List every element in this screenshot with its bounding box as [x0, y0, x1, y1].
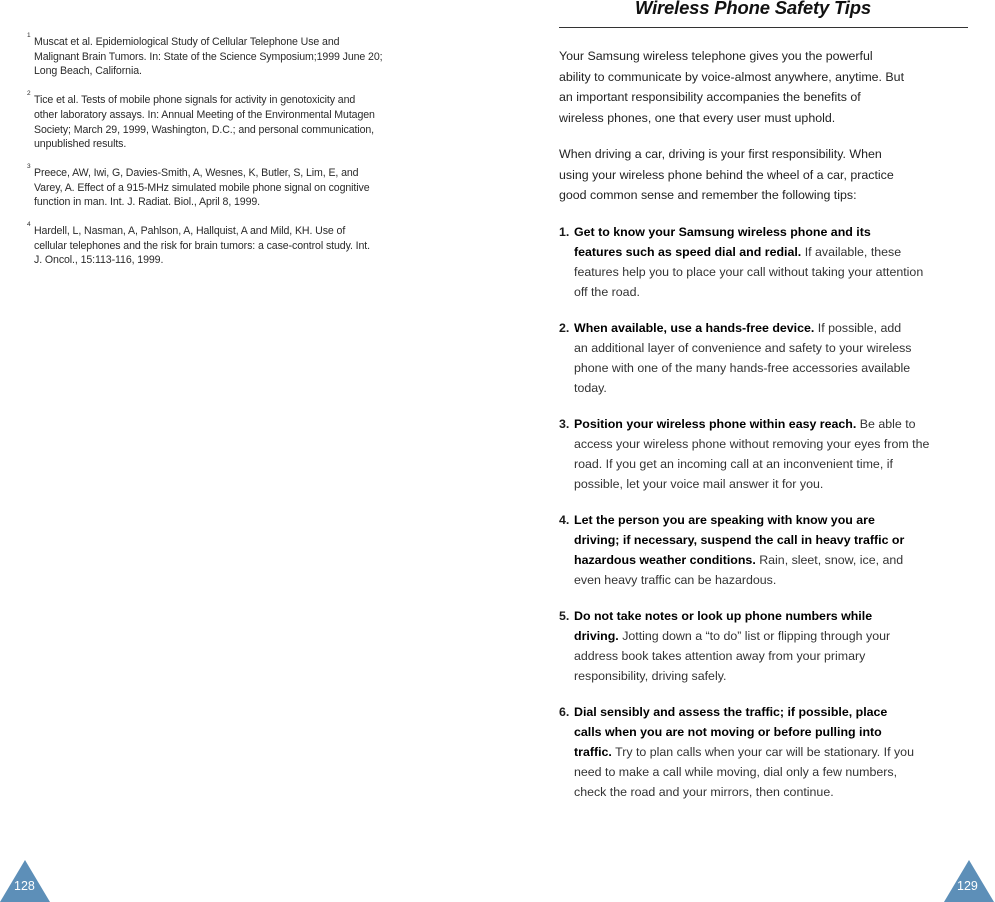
footnote — [27, 221, 447, 268]
tip-line — [574, 742, 973, 762]
text-line: wireless phones, one that every user must uphold. — [559, 110, 836, 125]
footnote-line: Varey, A. Effect of a 915-MHz simulated mobile phone signal on cognitive — [34, 181, 370, 194]
tip-line — [574, 646, 973, 666]
tip-number: 3. — [559, 416, 570, 431]
tip-heading-text: Let the person you are speaking with know you are — [574, 512, 875, 527]
text-line: good common sense and remember the following tips: — [559, 188, 857, 202]
tip-number: 6. — [559, 704, 570, 719]
tip-number: 4. — [559, 512, 570, 527]
text-line: Your Samsung wireless telephone gives you the powerful — [559, 49, 873, 63]
footnote-line: other laboratory assays. In: Annual Meeting of the Environmental Mutagen — [34, 108, 375, 121]
footnote-line: Hardell, L, Nasman, A, Pahlson, A, Hallquist, A and Mild, KH. Use of — [34, 225, 346, 238]
tip-line — [574, 282, 973, 302]
safety-tip — [559, 606, 973, 686]
tip-heading-text: When available, use a hands-free device. — [574, 320, 815, 335]
page-number: 128 — [14, 879, 35, 893]
tip-line — [574, 262, 973, 282]
page-title: Wireless Phone Safety Tips — [635, 0, 871, 18]
tip-line — [574, 570, 973, 590]
footnotes — [27, 32, 447, 282]
safety-tip — [559, 222, 973, 302]
footnote-marker: 2 — [27, 90, 31, 98]
tip-line — [574, 318, 973, 338]
text-line: ability to communicate by voice-almost anywhere, anytime. But — [559, 69, 905, 84]
page-body — [559, 46, 973, 818]
footnote-line: Muscat et al. Epidemiological Study of Cellular Telephone Use and — [34, 36, 340, 48]
tip-body-text: need to make a call while moving, dial only a few numbers, — [574, 764, 898, 779]
title-rule — [559, 27, 968, 28]
text-line: an important responsibility accompanies the benefits of — [559, 90, 861, 104]
footnote-marker: 1 — [27, 32, 31, 39]
tip-line — [574, 474, 973, 494]
footnote — [27, 32, 447, 79]
tip-heading-text: Dial sensibly and assess the traffic; if possible, place — [574, 704, 888, 719]
tip-line — [574, 530, 973, 550]
left-page — [0, 0, 497, 902]
tip-line — [574, 378, 973, 398]
tip-line — [574, 454, 973, 474]
safety-tip — [559, 510, 973, 590]
safety-tip — [559, 318, 973, 398]
intro-paragraph — [559, 144, 973, 206]
safety-tip — [559, 414, 973, 494]
tip-body-text: If possible, add — [814, 320, 902, 335]
tip-number: 5. — [559, 608, 570, 623]
tip-heading-text: Position your wireless phone within easy reach. — [574, 416, 857, 431]
text-line: When driving a car, driving is your first responsibility. When — [559, 147, 882, 161]
tip-body-text: today. — [574, 380, 607, 395]
tip-body-text: possible, let your voice mail answer it for you. — [574, 476, 824, 491]
tip-number: 1. — [559, 224, 570, 239]
tip-line — [574, 510, 973, 530]
tip-line — [574, 338, 973, 358]
text-line: using your wireless phone behind the wheel of a car, practice — [559, 167, 894, 182]
tip-line — [574, 242, 973, 262]
tip-line — [574, 666, 973, 686]
tip-heading-text: driving. — [574, 628, 619, 643]
tip-line — [574, 358, 973, 378]
tip-body-text: access your wireless phone without removing your eyes from the — [574, 436, 930, 451]
tip-line — [574, 550, 973, 570]
footnote-line: unpublished results. — [34, 138, 127, 151]
tip-heading-text: features such as speed dial and redial. — [574, 244, 802, 259]
page-number: 129 — [957, 879, 978, 893]
tip-line — [574, 722, 973, 742]
tip-number: 2. — [559, 320, 570, 335]
footnote-line: function in man. Int. J. Radiat. Biol., April 8, 1999. — [34, 196, 261, 209]
footnote — [27, 162, 447, 210]
footnote-line: cellular telephones and the risk for brain tumors: a case-control study. Int. — [34, 239, 370, 252]
tip-line — [574, 762, 973, 782]
footnote-line: J. Oncol., 15:113-116, 1999. — [34, 254, 164, 267]
tip-line — [574, 606, 973, 626]
footnote-line: Malignant Brain Tumors. In: State of the Science Symposium;1999 June 20; — [34, 50, 383, 63]
tip-heading-text: Do not take notes or look up phone numbers while — [574, 608, 873, 623]
footnote-line: Long Beach, California. — [34, 65, 142, 78]
tip-body-text: even heavy traffic can be hazardous. — [574, 572, 777, 587]
footnote — [27, 90, 447, 152]
tip-heading-text: Get to know your Samsung wireless phone and its — [574, 224, 871, 239]
right-page — [497, 0, 995, 902]
tip-line — [574, 434, 973, 454]
tip-body-text: features help you to place your call without taking your attention — [574, 264, 924, 279]
tip-body-text: Rain, sleet, snow, ice, and — [755, 552, 904, 567]
tip-heading-text: hazardous weather conditions. — [574, 552, 756, 567]
tip-body-text: address book takes attention away from your primary — [574, 648, 866, 663]
footnote-line: Preece, AW, Iwi, G, Davies-Smith, A, Wesnes, K, Butler, S, Lim, E, and — [34, 166, 359, 179]
tip-line — [574, 702, 973, 722]
intro-paragraph — [559, 46, 973, 128]
tip-line — [574, 414, 973, 434]
tip-heading-text: driving; if necessary, suspend the call in heavy traffic or — [574, 532, 905, 547]
tip-body-text: responsibility, driving safely. — [574, 668, 727, 683]
tip-body-text: check the road and your mirrors, then continue. — [574, 784, 834, 799]
tip-body-text: an additional layer of convenience and safety to your wireless — [574, 340, 912, 355]
tip-body-text: Be able to — [856, 416, 916, 431]
tip-heading-text: traffic. — [574, 744, 612, 759]
tip-body-text: off the road. — [574, 284, 640, 299]
tip-body-text: phone with one of the many hands-free accessories available — [574, 360, 911, 375]
tip-body-text: Jotting down a “to do” list or flipping through your — [618, 628, 891, 643]
tip-body-text: road. If you get an incoming call at an inconvenient time, if — [574, 456, 893, 471]
safety-tip — [559, 702, 973, 802]
footnote-marker: 4 — [27, 221, 31, 229]
tip-line — [574, 782, 973, 802]
tip-heading-text: calls when you are not moving or before pulling into — [574, 724, 882, 739]
tip-body-text: If available, these — [801, 244, 902, 259]
tip-line — [574, 626, 973, 646]
tip-line — [574, 222, 973, 242]
footnote-marker: 3 — [27, 162, 31, 170]
tip-body-text: Try to plan calls when your car will be stationary. If you — [611, 744, 914, 759]
footnote-line: Society; March 29, 1999, Washington, D.C.; and personal communication, — [34, 123, 375, 136]
safety-tips-list — [559, 222, 973, 802]
footnote-line: Tice et al. Tests of mobile phone signals for activity in genotoxicity and — [34, 94, 356, 107]
